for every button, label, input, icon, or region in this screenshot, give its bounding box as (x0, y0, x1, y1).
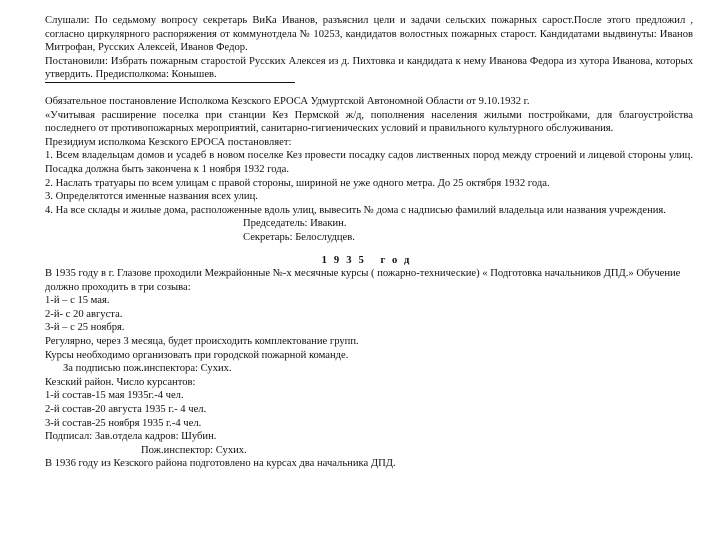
decree-secretary: Секретарь: Белослудцев. (243, 231, 355, 243)
decree-item: 4. На все склады и жилые дома, расположенные вдоль улиц, вывесить № дома с надписью фамилий владельца или названия учреждения. (45, 204, 666, 216)
inspector-signature: За подписью пож.инспектора: Сухих. (63, 363, 232, 375)
session-item: 2-й- с 20 августа. (45, 308, 123, 320)
decree-item: 1. Всем владельцам домов и усадеб в новом поселке Кез провести посадку садов лиственных пород между строений и лицевой стороны улиц. Посадка должна быть закончена к 1 ноября 1932 года. (45, 150, 693, 175)
decree-presidium: Президиум исполкома Кезского ЕРОСА постановляет: (45, 136, 292, 148)
decree-title: Обязательное постановление Исполкома Кезского ЕРОСА Удмуртской Автономной Области от 9.10.1932 г. (45, 95, 530, 107)
final-note: В 1936 году из Кезского района подготовлено на курсах два начальника ДПД. (45, 458, 396, 470)
composition-item: 2-й состав-20 августа 1935 г.- 4 чел. (45, 404, 207, 416)
district-heading: Кезский район. Число курсантов: (45, 376, 196, 388)
decree-chairman: Председатель: Ивакин. (243, 218, 347, 230)
courses-intro: В 1935 году в г. Глазове проходили Межрайонные №-х месячные курсы ( пожарно-технические) « Подготовка начальников ДПД.» Обучение должно проходить в три созыва: (45, 268, 681, 293)
courses-note: Курсы необходимо организовать при городской пожарной команде. (45, 349, 349, 361)
decree-item: 2. Наслать тратуары по всем улицам с правой стороны, шириной не уже одного метра. До 25 октября 1932 года. (45, 177, 550, 189)
decree-item: 3. Определятотся именные названия всех улиц. (45, 191, 258, 203)
regular-note: Регулярно, через 3 месяца, будет происходить комплектование групп. (45, 336, 359, 348)
minutes-resolved-paragraph: Постановили: Избрать пожарным старостой Русских Алексея из д. Пихтовка и кандидата к нему Иванова Федора из хутора Иванова, которых утвердить. Предисполкома: Конышев. (45, 55, 693, 81)
fire-inspector-signature: Пож.инспектор: Сухих. (141, 444, 247, 456)
document-page (45, 14, 693, 471)
signed-by: Подписал: Зав.отдела кадров: Шубин. (45, 431, 217, 443)
session-item: 3-й – с 25 ноября. (45, 322, 125, 334)
session-item: 1-й – с 15 мая. (45, 295, 110, 307)
divider-line (45, 82, 295, 83)
composition-item: 1-й состав-15 мая 1935г.-4 чел. (45, 390, 184, 402)
year-heading: 1935 год (321, 254, 417, 266)
decree-preamble: «Учитывая расширение поселка при станции Кез Пермской ж/д, пополнения населения жилыми постройками, для благоустройства последнего от противопожарных мероприятий, санитарно-гигиенических условий и правильного культурного обслуживания. (45, 109, 693, 135)
composition-item: 3-й состав-25 ноября 1935 г.-4 чел. (45, 417, 202, 429)
minutes-heard-paragraph: Слушали: По седьмому вопросу секретарь ВиКа Иванов, разъяснил цели и задачи сельских пожарных сарост.После этого предложил , согласно циркулярного распоряжения от коммунотдела № 10253, кандидатов волостных пожарных старост. Кандидатами выдвинуты: Иванов Митрофан, Русских Алексей, Иванов Федор. (45, 15, 693, 54)
